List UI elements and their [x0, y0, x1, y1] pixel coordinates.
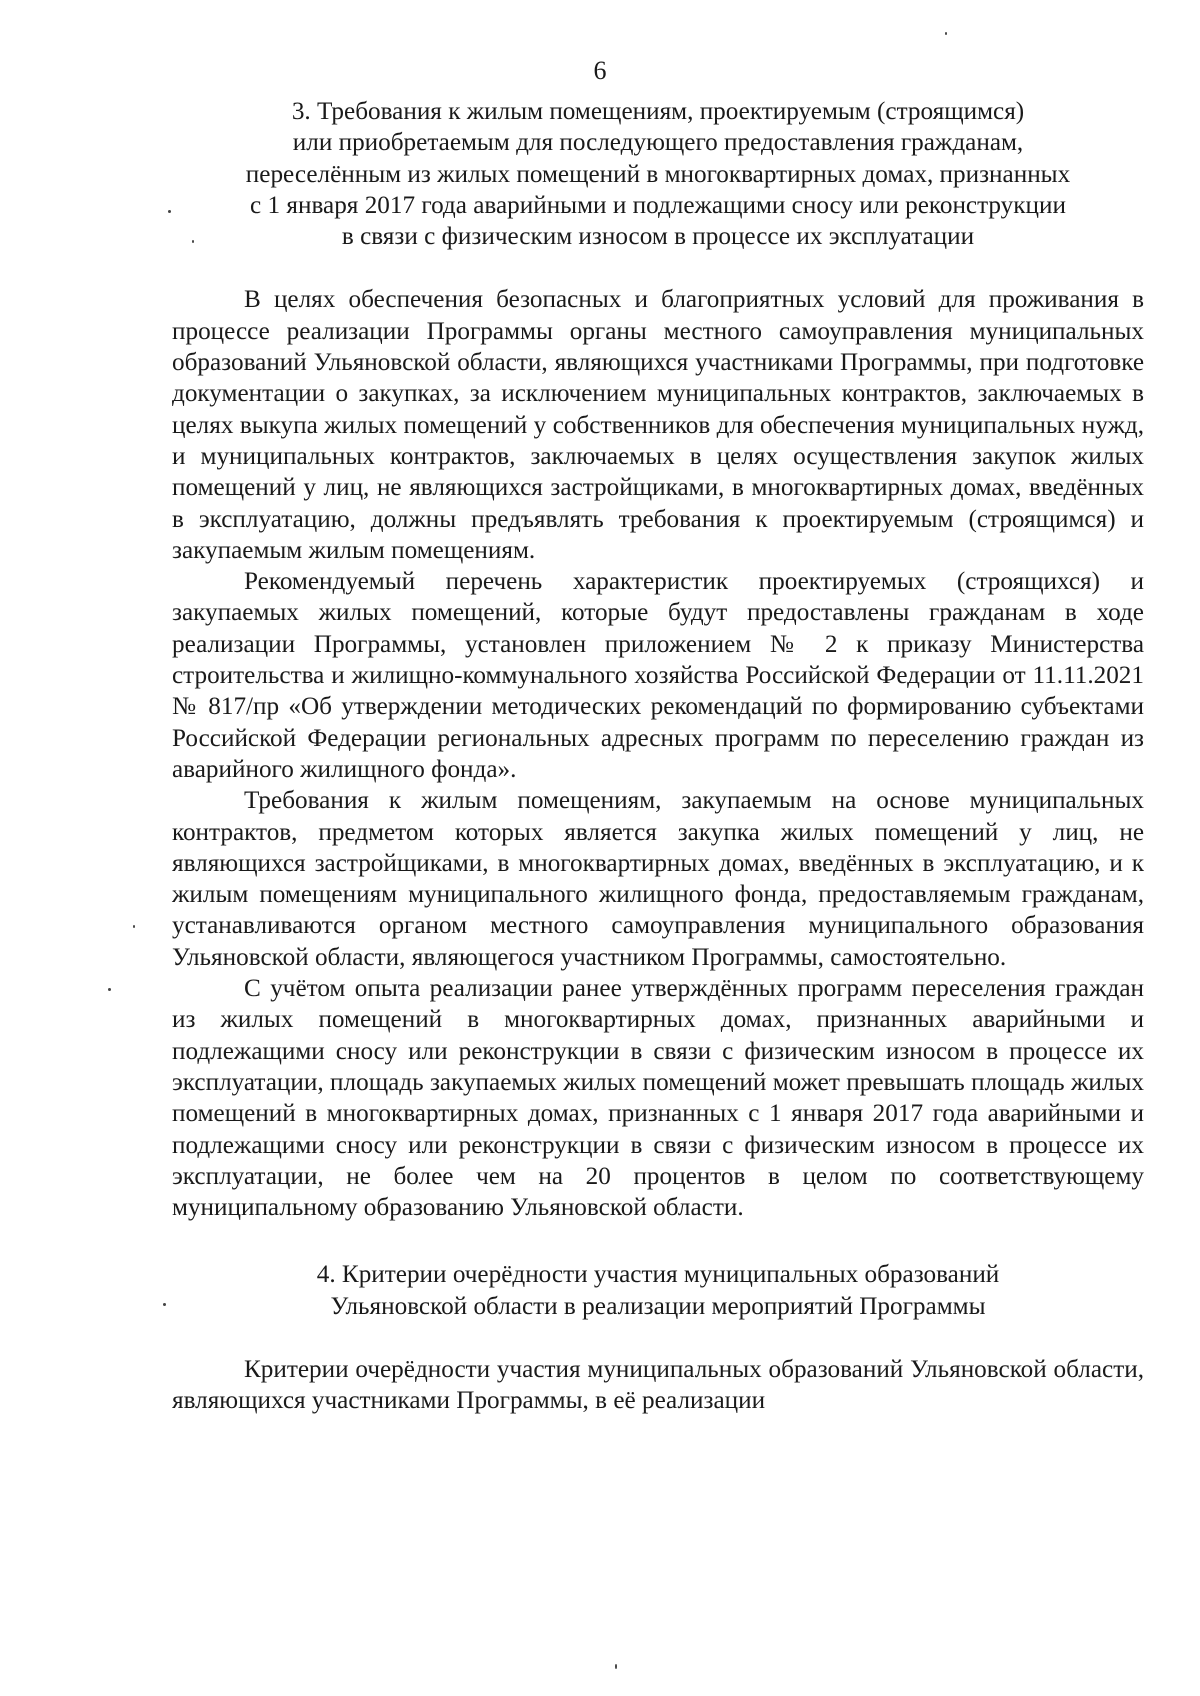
section-3-paragraph: С учётом опыта реализации ранее утверждённых программ переселения граждан из жилых помещений в многоквартирных домах, признанных аварийными и подлежащими сносу или реконструкции в связи с физическим износом в процессе их эксплуатации, площадь закупаемых жилых помещений может превышать площадь жилых помещений в многоквартирных домах, признанных с 1 января 2017 года аварийными и подлежащими сносу или реконструкции в связи с физическим износом в процессе их эксплуатации, не более чем на 20 процентов в целом по соответствующему муниципальному образованию Ульяновской области. [172, 975, 1144, 1222]
section-3-heading [172, 96, 1144, 252]
section-3-paragraph: Требования к жилым помещениям, закупаемым на основе муниципальных контрактов, предметом которых является закупка жилых помещений у лиц, не являющихся застройщиками, в многоквартирных домах, введённых в эксплуатацию, и к жилым помещениям муниципального жилищного фонда, предоставляемым гражданам, устанавливаются органом местного самоуправления муниципального образования Ульяновской области, являющегося участником Программы, самостоятельно. [172, 787, 1144, 971]
section-3-heading-line: с 1 января 2017 года аварийными и подлежащими сносу или реконструкции [250, 191, 1066, 219]
scan-speck [108, 988, 111, 991]
section-4-heading-line: Ульяновской области в реализации мероприятий Программы [330, 1292, 986, 1320]
scan-speck [163, 1303, 166, 1306]
section-4-paragraph: Критерии очерёдности участия муниципальных образований Ульяновской области, являющихся участниками Программы, в её реализации [172, 1355, 1144, 1415]
section-3-paragraph: В целях обеспечения безопасных и благоприятных условий для проживания в процессе реализации Программы органы местного самоуправления муниципальных образований Ульяновской области, являющихся участниками Программы, при подготовке документации о закупках, за исключением муниципальных контрактов, заключаемых в целях выкупа жилых помещений у собственников для обеспечения муниципальных нужд, и муниципальных контрактов, заключаемых в целях осуществления закупок жилых помещений у лиц, не являющихся застройщиками, в многоквартирных домах, введённых в эксплуатацию, должны предъявлять требования к проектируемым (строящимся) и закупаемым жилым помещениям. [172, 286, 1144, 564]
section-3-heading-line: или приобретаемым для последующего предоставления гражданам, [292, 129, 1024, 157]
scan-speck [615, 1664, 617, 1669]
section-4-heading [172, 1259, 1144, 1322]
page-body [172, 96, 1144, 1417]
scan-speck [192, 240, 194, 243]
section-4-heading-line: 4. Критерии очерёдности участия муниципальных образований [316, 1261, 1000, 1289]
section-3-heading-line: в связи с физическим износом в процессе их эксплуатации [341, 223, 975, 251]
scan-speck [168, 210, 171, 213]
scan-speck [945, 32, 947, 35]
section-3-heading-line: 3. Требования к жилым помещениям, проектируемым (строящимся) [291, 98, 1025, 125]
section-3-paragraph: Рекомендуемый перечень характеристик проектируемых (строящихся) и закупаемых жилых помещений, которые будут предоставлены гражданам в ходе реализации Программы, установлен приложением № 2 к приказу Министерства строительства и жилищно-коммунального хозяйства Российской Федерации от 11.11.2021 № 817/пр «Об утверждении методических рекомендаций по формированию субъектами Российской Федерации региональных адресных программ по переселению граждан из аварийного жилищного фонда». [172, 568, 1144, 783]
page-number: 6 [593, 56, 607, 85]
section-3-heading-line: переселённым из жилых помещений в многоквартирных домах, признанных [245, 160, 1071, 188]
scan-speck [133, 925, 135, 928]
